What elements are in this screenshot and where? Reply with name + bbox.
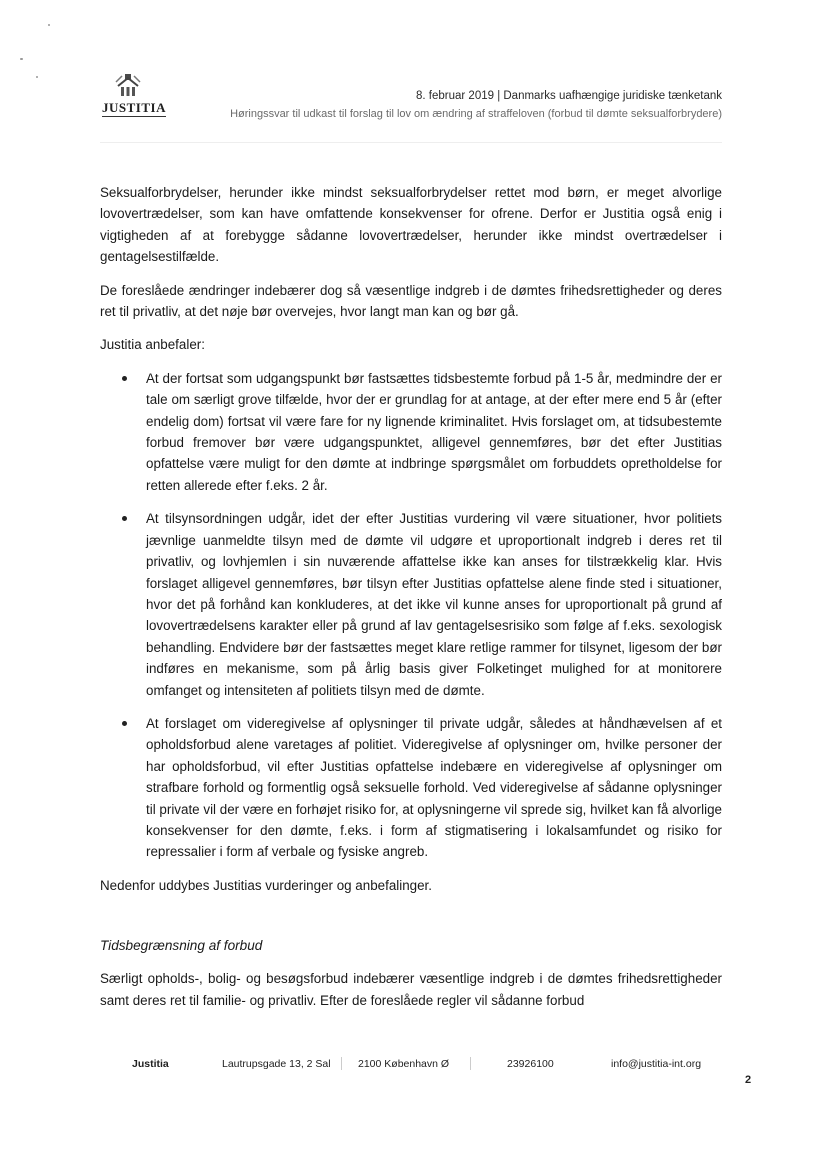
- paragraph-elaboration: Nedenfor uddybes Justitias vurderinger og anbefalinger.: [100, 877, 432, 893]
- paragraph-intro: Seksualforbrydelser, herunder ikke mindst seksualforbrydelser rettet mod børn, er meget alvorlige lovovertrædelser, som kan have omfattende konsekvenser for ofrene. Derfor er Justitia også enig i vigtigheden af at forebygge sådanne lovovertrædelser, herunder ikke mindst overtrædelser i gentagelsestilfælde.: [100, 185, 722, 265]
- document-body: [100, 182, 722, 1023]
- footer-separator: [341, 1057, 342, 1070]
- list-item: [146, 508, 722, 701]
- paragraph-concern: De foreslåede ændringer indebærer dog så væsentlige indgreb i de dømtes frihedsrettigheder og deres ret til privatliv, at det nøje bør overvejes, hvor langt man kan og bør gå.: [100, 282, 722, 320]
- bullet-icon: [122, 721, 127, 726]
- logo-underline: [102, 116, 166, 117]
- footer-address: Lautrupsgade 13, 2 Sal: [222, 1058, 331, 1070]
- footer-separator: [470, 1057, 471, 1070]
- justitia-emblem-icon: [114, 72, 142, 100]
- header-divider: [100, 142, 722, 143]
- footer-phone: 23926100: [507, 1058, 554, 1070]
- scan-speck: [36, 76, 38, 78]
- recommendation-text: At forslaget om videregivelse af oplysninger til private udgår, således at håndhævelsen af et opholdsforbud alene varetages af politiet. Videregivelse af oplysninger om, hvilke personer der har opholdsforbud, vil efter Justitias opfattelse indebære en videregivelse af oplysninger om strafbare forhold og formentlig også seksuelle forhold. Ved videregivelse af sådanne oplysninger til private vil der være en forhøjet risiko for, at oplysningerne vil sprede sig, hvilket kan få alvorlige konsekvenser for den dømte, f.eks. i form af stigmatisering i lokalsamfundet og risiko for repressalier i form af verbale og fysiske angreb.: [146, 715, 722, 860]
- recommendation-text: At der fortsat som udgangspunkt bør fastsættes tidsbestemte forbud på 1-5 år, medmindre der er tale om særligt grove tilfælde, hvor der er grundlag for at antage, at der efter mere end 5 år (efter endelig dom) fortsat vil være fare for ny lignende kriminalitet. Hvis forslaget om, at tidsubestemte forbud fremover bør være udgangspunktet, alligevel gennemføres, bør det efter Justitias opfattelse være muligt for den dømte at indbringe spørgsmålet om forbuddets opretholdelse for retten allerede efter f.eks. 2 år.: [146, 370, 722, 493]
- list-item: [146, 368, 722, 496]
- logo-wordmark: JUSTITIA: [102, 100, 166, 115]
- list-item: [146, 713, 722, 863]
- bullet-icon: [122, 516, 127, 521]
- page-number: 2: [745, 1074, 752, 1086]
- footer-email[interactable]: info@justitia-int.org: [611, 1058, 702, 1070]
- footer-city: 2100 København Ø: [358, 1058, 450, 1070]
- scan-speck: [48, 24, 50, 26]
- section-heading: Tidsbegrænsning af forbud: [100, 938, 263, 954]
- bullet-icon: [122, 376, 127, 381]
- footer-org: Justitia: [132, 1058, 169, 1070]
- recommendations-list: [100, 368, 722, 863]
- justitia-logo: [100, 72, 170, 118]
- paragraph-section-start: Særligt opholds-, bolig- og besøgsforbud indebærer væsentlige indgreb i de dømtes frihedsrettigheder samt deres ret til familie- og privatliv. Efter de foreslåede regler vil sådanne forbud: [100, 971, 722, 1008]
- scan-speck: [20, 58, 23, 60]
- paragraph-recommends: Justitia anbefaler:: [100, 337, 205, 353]
- recommendation-text: At tilsynsordningen udgår, idet der efter Justitias vurdering vil være situationer, hvor politiets jævnlige uanmeldte tilsyn med de dømte vil udgøre et uproportionalt indgreb i deres ret til privatliv, og lovhjemlen i sin nuværende affattelse ikke kan anses for tilstrækkelig klar. Hvis forslaget alligevel gennemføres, bør tilsyn efter Justitias opfattelse alene finde sted i situationer, hvor det på forhånd kan konkluderes, at det ikke vil kunne anses for uproportionalt på grund af lovovertrædelsens karakter eller på grund af lav gentagelsesrisiko som følge af f.eks. sexologisk behandling. Endvidere bør der fastsættes meget klare retlige rammer for tilsynet, ligesom der bør indføres en mekanisme, som på årlig basis giver Folketinget mulighed for at monitorere omfanget og intensiteten af politiets tilsyn med de dømte.: [146, 511, 722, 698]
- header-date-org: 8. februar 2019 | Danmarks uafhængige juridiske tænketank: [416, 90, 722, 102]
- header-subtitle: Høringssvar til udkast til forslag til lov om ændring af straffeloven (forbud til dømte seksualforbrydere): [230, 108, 722, 120]
